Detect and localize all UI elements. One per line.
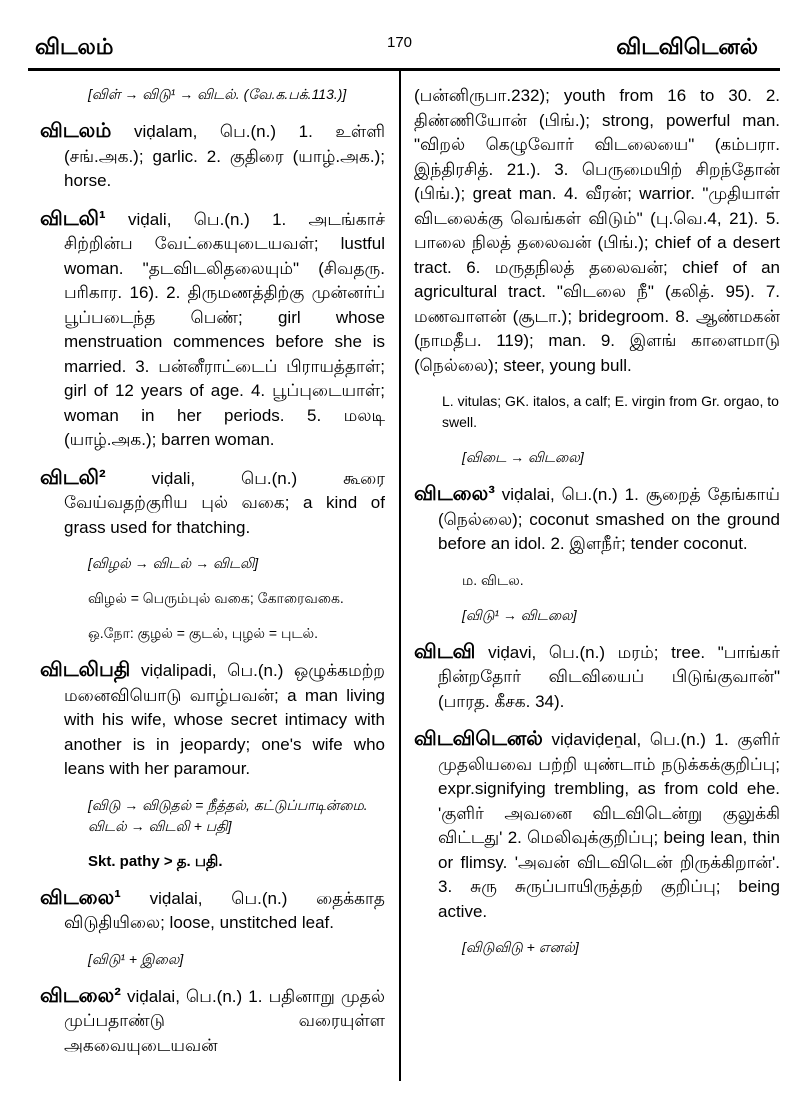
etymology-note: [விடு → விடுதல் = நீத்தல், கட்டுப்பாடின்மை. விடல் → விடலி + பதி] — [88, 796, 368, 834]
entry-vidalipadi — [40, 658, 385, 782]
headword: விடலி¹ — [40, 207, 106, 230]
right-column — [414, 84, 780, 972]
entry-vidalai-3 — [414, 482, 780, 557]
sanskrit-note: Skt. pathy > த. பதி. — [88, 852, 223, 870]
headword: விடவி — [414, 640, 476, 663]
malayalam-note: ம. விடல. — [462, 571, 524, 588]
header-right-guideword: விடவிடெனல் — [616, 34, 758, 59]
entry-body: viḍalai, பெ.(n.) 1. பதினாறு முதல் முப்பதாண்டு வரையுள்ள அகவையுடையவன் — [64, 986, 385, 1055]
entry-vidalam — [40, 119, 385, 194]
entry-vidalai-2-continued: (பன்னிருபா.232); youth from 16 to 30. 2. திண்ணியோன் (பிங்.); strong, powerful man. "விறல் கெழுவோர் விடலையை" (கம்பரா. இந்திரசித். 21.). 3. பெருமையிற் சிறந்தோன் (பிங்.); great man. 4. வீரன்; warrior. "முதியாள் விடலைக்கு வெங்கள் விடும்" (பு.வெ.4, 21). 5. பாலை நிலத் தலைவன் (பிங்.); chief of a desert tract. 6. மருதநிலத் தலைவன்; chief of an agricultural tract. "விடலை நீ" (கலித். 95). 7. மணவாளன் (சூடா.); bridegroom. 8. ஆண்மகன் (நாமதீப. 119); man. 9. இளங் காளைமாடு (நெல்லை); steer, young bull. — [414, 86, 780, 375]
headword: விடலை¹ — [40, 886, 121, 909]
entry-body: viḍalam, பெ.(n.) 1. உள்ளி (சங்.அக.); garlic. 2. குதிரை (யாழ்.அக.); horse. — [64, 122, 385, 190]
header-left-guideword: விடலம் — [35, 34, 114, 59]
headword: விடலம் — [40, 120, 112, 142]
page-number: 170 — [387, 34, 413, 51]
page-header — [0, 22, 800, 62]
entry-body: viḍalai, பெ.(n.) 1. சூறைத் தேங்காய் (நெல்லை); coconut smashed on the ground before an idol. 2. இளநீர்; tender coconut. — [438, 485, 780, 553]
entry-vidalai-2 — [40, 984, 385, 1059]
entry-vidali-1 — [40, 207, 385, 453]
entry-vidalai-1 — [40, 886, 385, 936]
left-column — [40, 84, 385, 1071]
headword: விடலை³ — [414, 483, 495, 505]
etymology-note: [விடு¹ → விடலை] — [462, 606, 577, 623]
entry-vidavi — [414, 640, 780, 715]
entry-body: viḍali, பெ.(n.) கூரை வேய்வதற்குரிய புல் வகை; a kind of grass used for thatching. — [64, 468, 385, 537]
entry-vidali-2 — [40, 466, 385, 541]
usage-note: ஒ.நோ: குழல் = குடல், புழல் = புடல். — [88, 625, 319, 641]
etymology-note: [விடு¹ + இலை] — [88, 950, 184, 967]
headword: விடவிடெனல் — [414, 728, 543, 750]
etymology-note: [விடுவிடு + எனல்] — [462, 939, 579, 955]
entry-body: viḍavi, பெ.(n.) மரம்; tree. "பாங்கர் நின்றதோர் விடவியைப் பிடுங்குவான்" (பாரத. கீசக. 34). — [438, 642, 780, 711]
entry-body: viḍaviḍeṉal, பெ.(n.) 1. குளிர் முதலியவை பற்றி யுண்டாம் நடுக்கக்குறிப்பு; expr.signifying trembling, as from cold ehe. 'குளிர் அவனை விடவிடென்று குலுக்கி விட்டது' 2. மெலிவுக்குறிப்பு; being lean, thin or flimsy. 'அவன் விடவிடென் றிருக்கிறான்'. 3. சுரு சுருப்பாயிருத்தற் குறிப்பு; being active. — [438, 730, 780, 921]
headword: விடலி² — [40, 466, 106, 489]
entry-body: viḍalipadi, பெ.(n.) ஒழுக்கமற்ற மனைவியொடு வாழ்பவன்; a man living with his wife, whose secret intimacy with another is in jeopardy; one's wife who leans with her paramour. — [64, 661, 385, 778]
headword: விடலிபதி — [40, 659, 131, 681]
etymology-note: [விள் → விடு¹ → விடல். (வே.க.பக்.113.)] — [88, 86, 347, 102]
entry-body: viḍalai, பெ.(n.) தைக்காத விடுதியிலை; loose, unstitched leaf. — [64, 888, 385, 932]
header-rule — [28, 68, 780, 71]
column-divider — [399, 71, 401, 1081]
etymology-note: [விடை → விடலை] — [462, 449, 584, 465]
entry-vidavidenal — [414, 727, 780, 924]
etymology-note: [விழல் → விடல் → விடலி] — [88, 555, 259, 571]
usage-note: விழல் = பெரும்புல் வகை; கோரைவகை. — [88, 590, 344, 606]
entry-body: viḍali, பெ.(n.) 1. அடங்காச் சிற்றின்ப வேட்கையுடையவள்; lustful woman. "தடவிடலிதலையும்" (சிவதரு. பரிகார. 16). 2. திருமணத்திற்கு முன்னர்ப் பூப்படைந்த பெண்; girl whose menstruation commences before she is married. 3. பன்னீராட்டைப் பிராயத்தாள்; girl of 12 years of age. 4. பூப்புடையாள்; woman in her periods. 5. மலடி (யாழ்.அக.); barren woman. — [64, 209, 385, 449]
cognate-note: L. vitulas; GK. italos, a calf; E. virgin from Gr. orgao, to swell. — [442, 393, 779, 430]
headword: விடலை² — [40, 984, 121, 1007]
